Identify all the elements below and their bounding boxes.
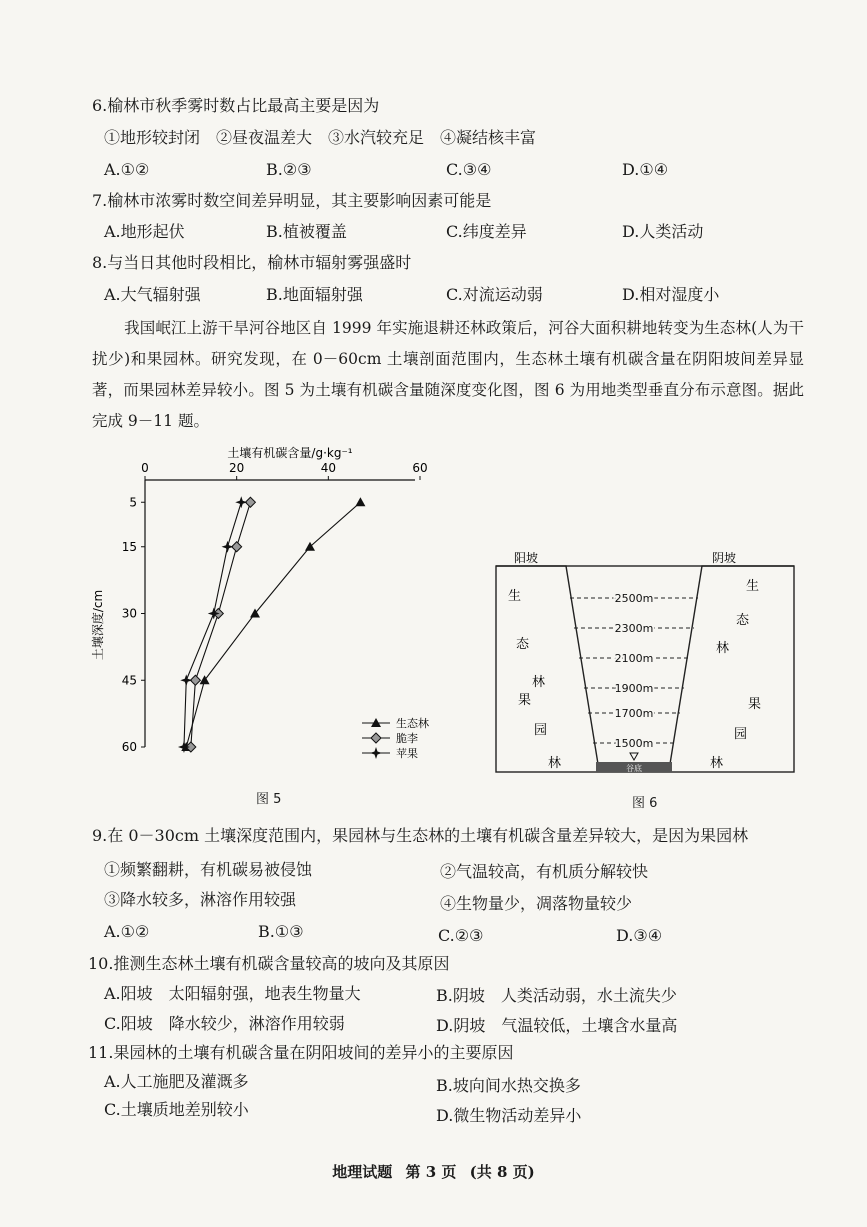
q9-item-2: ②气温较高，有机质分解较快 — [440, 862, 649, 881]
q7-option-a[interactable]: A.地形起伏 — [104, 222, 185, 241]
data-point-star — [222, 541, 234, 553]
q8-stem: 8.与当日其他时段相比，榆林市辐射雾强盛时 — [92, 253, 412, 272]
q9-option-c[interactable]: C.②③ — [438, 926, 484, 945]
river-marker-icon — [630, 753, 638, 760]
q7-stem: 7.榆林市浓雾时数空间差异明显，其主要影响因素可能是 — [92, 191, 492, 210]
legend-label-1: 生态林 — [396, 717, 429, 730]
passage — [92, 313, 804, 437]
q7-option-c[interactable]: C.纬度差异 — [446, 222, 527, 241]
legend-marker-star — [370, 747, 382, 759]
q10-stem: 10.推测生态林土壤有机碳含量较高的坡向及其原因 — [88, 954, 450, 973]
left-eco-char-1: 生 — [508, 589, 522, 604]
q7-option-d[interactable]: D.人类活动 — [622, 222, 704, 241]
footer-total: (共 8 页) — [469, 1163, 535, 1181]
data-point-triangle — [355, 497, 365, 506]
right-slope-label: 阴坡 — [712, 551, 737, 565]
data-point-star — [178, 741, 190, 753]
legend-label-3: 苹果 — [396, 747, 418, 760]
figure-5-chart — [80, 440, 429, 760]
x-tick-label: 0 — [141, 461, 149, 475]
page-footer — [0, 1161, 867, 1182]
q9-item-3: ③降水较多，淋溶作用较强 — [104, 890, 297, 909]
left-eco-char-2: 态 — [516, 637, 530, 652]
q6-option-a[interactable]: A.①② — [104, 160, 150, 179]
right-eco-char-3: 林 — [716, 641, 730, 656]
left-orchard-char-1: 果 — [518, 693, 532, 708]
elev-2300: 2300m — [614, 622, 654, 635]
q6-option-d[interactable]: D.①④ — [622, 160, 669, 179]
left-orchard-char-3: 林 — [548, 756, 562, 771]
q6-option-c[interactable]: C.③④ — [446, 160, 492, 179]
q10-option-b[interactable]: B.阴坡 人类活动弱，水土流失少 — [436, 986, 677, 1005]
chart-title: 土壤有机碳含量/g·kg⁻¹ — [227, 446, 353, 460]
left-eco-char-3: 林 — [532, 675, 546, 690]
footer-page: 第 3 页 — [405, 1163, 457, 1181]
y-tick-label: 60 — [121, 740, 137, 754]
legend-marker-diamond — [371, 733, 381, 743]
x-tick-label: 40 — [320, 461, 336, 475]
left-orchard-char-2: 园 — [534, 723, 548, 738]
x-tick-label: 60 — [412, 461, 428, 475]
right-orchard-char-2: 园 — [734, 727, 748, 742]
data-point-triangle — [200, 675, 210, 684]
passage-text: 我国岷江上游干旱河谷地区自 1999 年实施退耕还林政策后，河谷大面积耕地转变为生态林(人为干扰少)和果园林。研究发现，在 0－60cm 土壤剖面范围内，生态林土壤有机碳含量在阴阳坡间差异显著，而果园林差异较小。图 5 为土壤有机碳含量随深度变化图，图 6 为用地类型垂直分布示意图。据此完成 9－11 题。 — [92, 319, 804, 430]
q9-item-4: ④生物量少，凋落物量较少 — [440, 894, 633, 913]
elev-1500: 1500m — [614, 737, 654, 750]
elev-1900: 1900m — [614, 682, 654, 695]
footer-subject: 地理试题 — [332, 1163, 393, 1181]
q8-option-c[interactable]: C.对流运动弱 — [446, 285, 543, 304]
q8-option-a[interactable]: A.大气辐射强 — [104, 285, 201, 304]
figure-6-diagram — [490, 548, 800, 778]
right-eco-char-2: 态 — [736, 613, 750, 628]
data-point-star — [235, 496, 247, 508]
elev-2100: 2100m — [614, 652, 654, 665]
y-tick-label: 15 — [121, 539, 137, 554]
figure-6-caption: 图 6 — [632, 796, 658, 811]
q6-stem: 6.榆林市秋季雾时数占比最高主要是因为 — [92, 96, 380, 115]
q11-option-b[interactable]: B.坡向间水热交换多 — [436, 1076, 581, 1095]
q11-option-a[interactable]: A.人工施肥及灌溉多 — [104, 1072, 249, 1091]
elev-1700: 1700m — [614, 707, 654, 720]
x-tick-label: 20 — [229, 461, 245, 475]
data-point-star — [180, 674, 192, 686]
valley-floor-label: 谷底 — [626, 764, 642, 773]
legend-label-2: 脆李 — [396, 732, 418, 745]
q6-option-b[interactable]: B.②③ — [266, 160, 312, 179]
q8-option-b[interactable]: B.地面辐射强 — [266, 285, 363, 304]
q10-option-d[interactable]: D.阴坡 气温较低，土壤含水量高 — [436, 1016, 678, 1035]
q10-option-a[interactable]: A.阳坡 太阳辐射强，地表生物量大 — [104, 984, 361, 1003]
y-tick-label: 45 — [121, 673, 137, 688]
y-axis-label: 土壤深度/cm — [91, 589, 105, 661]
q7-option-b[interactable]: B.植被覆盖 — [266, 222, 347, 241]
right-orchard-char-1: 果 — [748, 697, 762, 712]
series-line-1 — [186, 502, 360, 747]
q9-option-a[interactable]: A.①② — [104, 922, 150, 941]
q11-option-d[interactable]: D.微生物活动差异小 — [436, 1106, 582, 1125]
q8-option-d[interactable]: D.相对湿度小 — [622, 285, 720, 304]
figure-5-caption: 图 5 — [256, 792, 282, 807]
q9-option-b[interactable]: B.①③ — [258, 922, 304, 941]
q11-stem: 11.果园林的土壤有机碳含量在阴阳坡间的差异小的主要原因 — [88, 1043, 514, 1062]
q10-option-c[interactable]: C.阳坡 降水较少，淋溶作用较弱 — [104, 1014, 345, 1033]
q6-items: ①地形较封闭 ②昼夜温差大 ③水汽较充足 ④凝结核丰富 — [104, 128, 537, 147]
y-tick-label: 30 — [121, 606, 137, 621]
y-tick-label: 5 — [129, 495, 137, 510]
series-line-3 — [184, 502, 241, 747]
left-slope-label: 阳坡 — [514, 551, 539, 565]
q9-item-1: ①频繁翻耕，有机碳易被侵蚀 — [104, 860, 313, 879]
q9-option-d[interactable]: D.③④ — [616, 926, 663, 945]
q9-stem: 9.在 0－30cm 土壤深度范围内，果园林与生态林的土壤有机碳含量差异较大，是因为果园林 — [92, 826, 749, 845]
elev-2500: 2500m — [614, 592, 654, 605]
q11-option-c[interactable]: C.土壤质地差别较小 — [104, 1100, 249, 1119]
right-orchard-char-3: 林 — [710, 756, 724, 771]
series-line-2 — [191, 502, 251, 747]
right-eco-char-1: 生 — [746, 579, 760, 594]
